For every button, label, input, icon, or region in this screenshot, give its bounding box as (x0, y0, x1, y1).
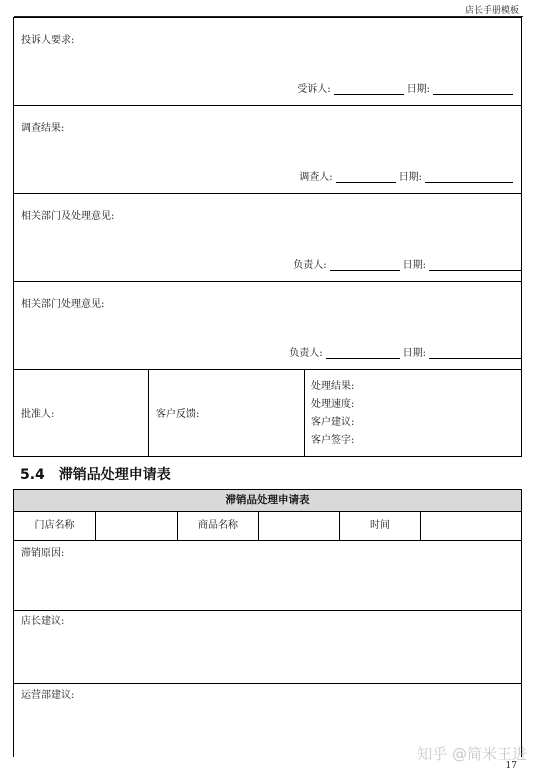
customer-feedback-label: 客户反馈: (156, 409, 200, 420)
section-heading (20, 464, 171, 484)
investigation-section (14, 106, 521, 194)
slow-sales-form (13, 489, 522, 757)
date-field[interactable] (433, 83, 513, 95)
dept-opinion-section-1 (14, 194, 521, 282)
receiver-field[interactable] (334, 83, 404, 95)
date-field[interactable] (429, 259, 521, 271)
investigator-field[interactable] (336, 171, 396, 183)
date-label: 日期: (402, 260, 426, 271)
manager-suggestion-label: 店长建议: (21, 616, 65, 627)
header-title: 店长手册模板 (464, 6, 519, 16)
requirement-section (14, 18, 521, 106)
outcome-item: 处理结果: (311, 381, 355, 392)
section-number: 5.4 (20, 467, 45, 483)
store-name-field[interactable] (96, 512, 178, 540)
time-header: 时间 (340, 512, 421, 540)
responsible-signature-1 (293, 256, 521, 271)
slow-sales-form-title: 滞销品处理申请表 (14, 490, 521, 512)
page-number: 17 (505, 761, 517, 771)
product-name-header: 商品名称 (178, 512, 259, 540)
outcome-item: 客户建议: (311, 417, 355, 428)
receiver-signature (297, 80, 516, 95)
outcome-item: 客户签字: (311, 435, 355, 446)
date-field[interactable] (429, 347, 521, 359)
requirement-label: 投诉人要求: (21, 35, 75, 46)
date-field[interactable] (425, 171, 513, 183)
dept-opinion-label-1: 相关部门及处理意见: (21, 211, 115, 222)
responsible-field[interactable] (330, 259, 400, 271)
investigator-label: 调查人: (299, 172, 333, 183)
investigator-signature (299, 168, 516, 183)
info-row (14, 512, 521, 541)
responsible-label: 负责人: (289, 348, 323, 359)
date-label: 日期: (402, 348, 426, 359)
outcome-item: 处理速度: (311, 399, 355, 410)
responsible-signature-2 (289, 344, 521, 359)
responsible-label: 负责人: (293, 260, 327, 271)
time-field[interactable] (421, 512, 521, 540)
section-title: 滞销品处理申请表 (58, 467, 171, 483)
investigation-label: 调查结果: (21, 123, 65, 134)
approval-row (14, 370, 521, 456)
dept-opinion-label-2: 相关部门处理意见: (21, 299, 105, 310)
responsible-field[interactable] (326, 347, 400, 359)
approver-label: 批准人: (21, 409, 55, 420)
receiver-label: 受诉人: (297, 84, 331, 95)
reason-section[interactable] (14, 541, 521, 611)
store-name-header: 门店名称 (14, 512, 96, 540)
outcome-list (311, 378, 354, 450)
outcome-cell[interactable] (305, 370, 521, 456)
manager-suggestion-section[interactable] (14, 611, 521, 684)
date-label: 日期: (398, 172, 422, 183)
operations-suggestion-label: 运营部建议: (21, 690, 75, 701)
product-name-field[interactable] (259, 512, 340, 540)
dept-opinion-section-2 (14, 282, 521, 370)
watermark: 知乎 @简米王进 (417, 745, 527, 763)
approver-cell[interactable] (14, 370, 149, 456)
date-label: 日期: (406, 84, 430, 95)
complaint-form (13, 17, 522, 457)
customer-feedback-cell[interactable] (149, 370, 305, 456)
reason-label: 滞销原因: (21, 548, 65, 559)
